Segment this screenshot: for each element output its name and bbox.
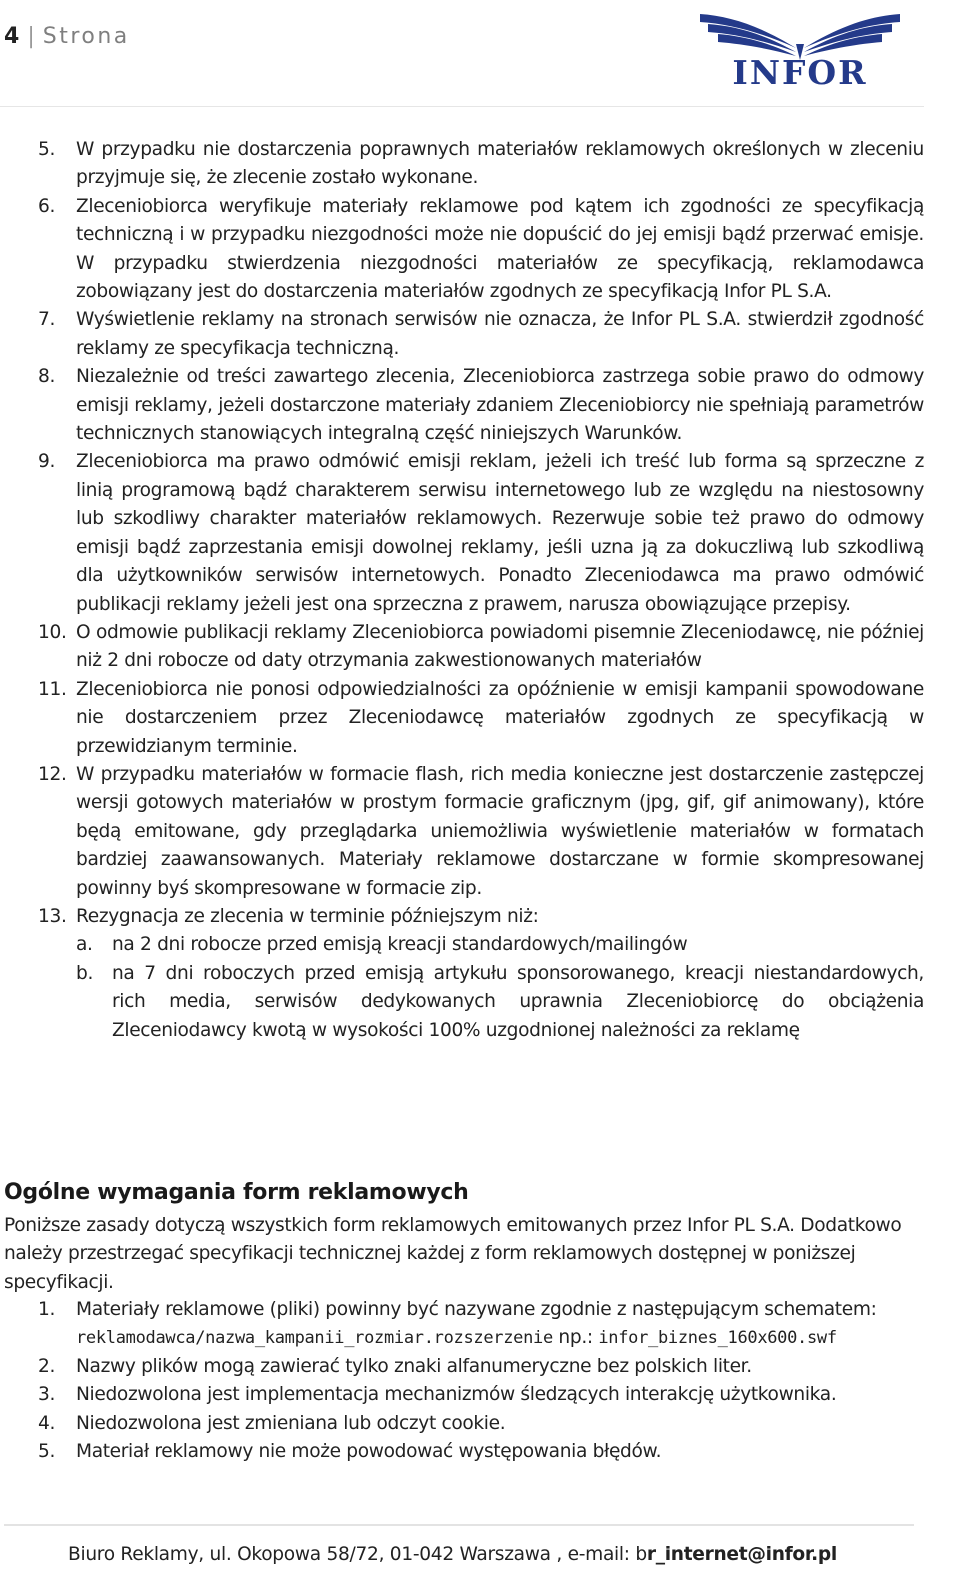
footer-divider (4, 1524, 914, 1526)
list-item: 6. Zleceniobiorca weryfikuje materiały reklamowe pod kątem ich zgodności ze specyfikacją techniczną i w przypadku niezgodności może nie dopuścić do jej emisji bądź przerwać emisje. W przypadku stwierdzenia niezgodności materiałów ze specyfikacją, reklamodawca zobowiązany jest do dostarczenia materiałów zgodnych ze specyfikacją Infor PL S.A. (38, 195, 924, 303)
filename-example: infor_biznes_160x600.swf (598, 1328, 837, 1349)
header-divider (0, 106, 924, 107)
filename-schema: reklamodawca/nazwa_kampanii_rozmiar.rozszerzenie (76, 1328, 553, 1349)
list-item: 1. Materiały reklamowe (pliki) powinny być nazywane zgodnie z następującym schematem: reklamodawca/nazwa_kampanii_rozmiar.rozszerzenie np.: infor_biznes_160x600.swf (38, 1299, 877, 1349)
requirements-list (0, 1296, 924, 1466)
list-item: 11. Zleceniobiorca nie ponosi odpowiedzialności za opóźnienie w emisji kampanii spowodowane nie dostarczeniem przez Zleceniodawcę materiałów zgodnych ze specyfikacją w przewidzianym terminie. (38, 678, 924, 757)
sub-list (76, 931, 924, 1045)
page-word: Strona (42, 24, 130, 49)
infor-logo (700, 4, 900, 88)
list-item: 9. Zleceniobiorca ma prawo odmówić emisji reklam, jeżeli ich treść lub forma są sprzeczne z linią programową bądź charakterem serwisu internetowego lub ze względu na niestosowny lub szkodliwy charakter materiałów reklamowych. Rezerwuje sobie też prawo do odmowy emisji bądź zaprzestania emisji dowolnej reklamy, jeśli uzna ją za dokuczliwą lub szkodliwą dla użytkowników serwisów internetowych. Ponadto Zleceniodawca ma prawo odmówić publikacji reklamy jeżeli jest ona sprzeczna z prawem, narusza obowiązujące przepisy. (38, 451, 924, 615)
list-item: 5. W przypadku nie dostarczenia poprawnych materiałów reklamowych określonych w zleceniu przyjmuje się, że zlecenie zostało wykonane. (38, 139, 924, 189)
list-item: 4. Niedozwolona jest zmieniana lub odczyt cookie. (38, 1412, 506, 1434)
page-footer: Biuro Reklamy, ul. Okopowa 58/72, 01-042 Warszawa , e-mail: br_internet@infor.pl (68, 1544, 837, 1565)
footer-email[interactable]: r_internet@infor.pl (646, 1544, 837, 1565)
svg-text:INFOR: INFOR (732, 53, 868, 88)
list-item: 12. W przypadku materiałów w formacie flash, rich media konieczne jest dostarczenie zastępczej wersji gotowych materiałów w prostym formacie graficznym (jpg, gif, gif animowany), które będą emitowane, gdy przeglądarka uniemożliwia wyświetlenie materiałów w formatach bardziej zaawansowanych. Materiały reklamowe dostarczane w formie skompresowanej powinny byś skompresowane w formacie zip. (38, 763, 924, 899)
section-intro: Poniższe zasady dotyczą wszystkich form reklamowych emitowanych przez Infor PL S.A. Dodatkowo należy przestrzegać specyfikacji technicznej każdej z form reklamowych dostępnej w poniższej specyfikacji. (4, 1215, 902, 1293)
list-item: 8. Niezależnie od treści zawartego zlecenia, Zleceniobiorca zastrzega sobie prawo do odmowy emisji reklamy, jeżeli dostarczone materiały zdaniem Zleceniobiorcy nie spełniają parametrów technicznych stanowiących integralną część niniejszych Warunków. (38, 366, 924, 445)
page-header (0, 0, 960, 108)
list-item: 3. Niedozwolona jest implementacja mechanizmów śledzących interakcję użytkownika. (38, 1384, 837, 1406)
page-number: 4 | Strona (4, 24, 130, 49)
list-item: 2. Nazwy plików mogą zawierać tylko znaki alfanumeryczne bez polskich liter. (38, 1355, 752, 1377)
sub-list-item: b. na 7 dni roboczych przed emisją artykułu sponsorowanego, kreacji niestandardowych, rich media, serwisów dedykowanych uprawnia Zleceniobiorcę do obciążenia Zleceniodawcy kwotą w wysokości 100% uzgodnionej należności za reklamę (76, 962, 924, 1041)
list-item: 10. O odmowie publikacji reklamy Zleceniobiorca powiadomi pisemnie Zleceniodawcę, nie później niż 2 dni robocze od daty otrzymania zakwestionowanych materiałów (38, 621, 924, 672)
section-title: Ogólne wymagania form reklamowych (4, 1180, 469, 1205)
list-item: 5. Materiał reklamowy nie może powodować występowania błędów. (38, 1441, 662, 1463)
sub-list-item: a. na 2 dni robocze przed emisją kreacji standardowych/mailingów (76, 934, 688, 956)
conditions-list (0, 136, 924, 1045)
list-item: 7. Wyświetlenie reklamy na stronach serwisów nie oznacza, że Infor PL S.A. stwierdził zgodność reklamy ze specyfikacja techniczną. (38, 309, 924, 359)
list-item: 13. Rezygnacja ze zlecenia w terminie późniejszym niż: (38, 905, 539, 927)
